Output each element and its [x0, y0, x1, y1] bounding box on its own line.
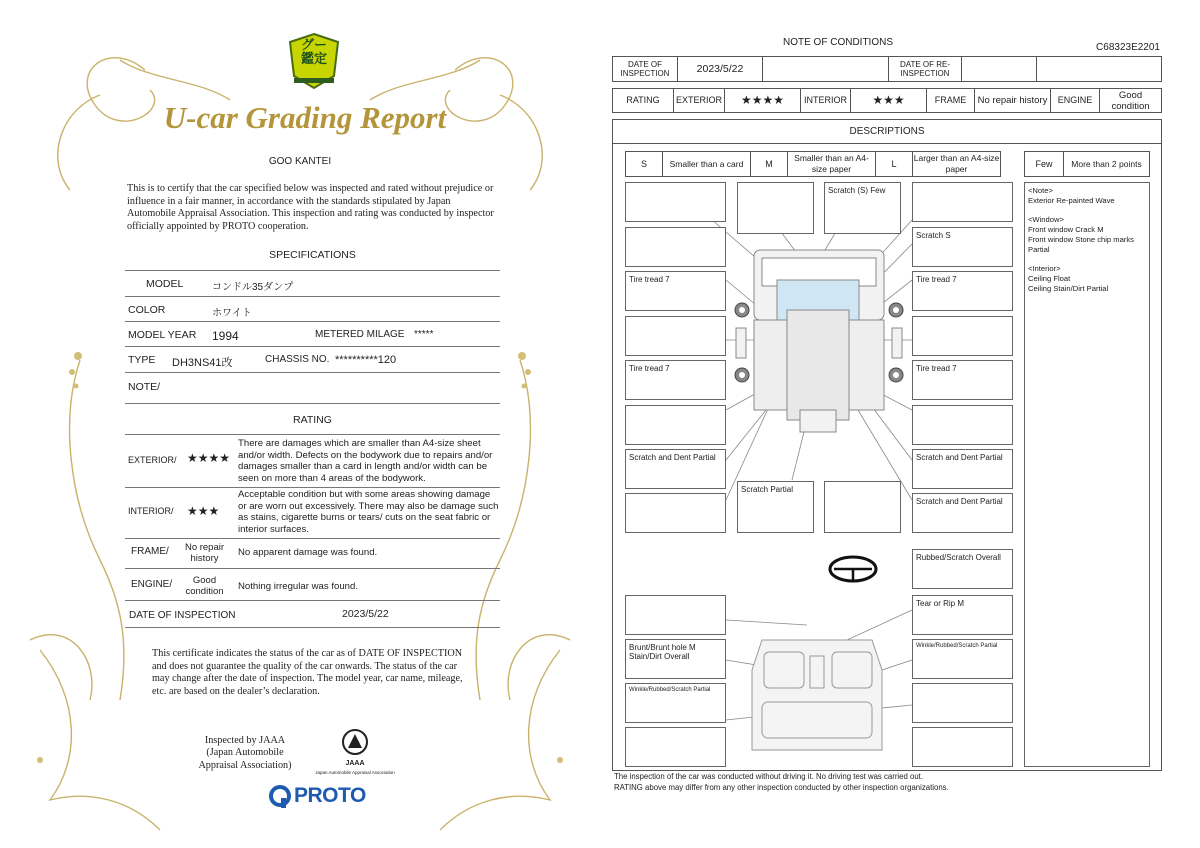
- panel-front-left: [625, 182, 726, 222]
- legend-few-desc: More than 2 points: [1063, 151, 1150, 177]
- model-value: コンドル35ダンプ: [212, 282, 294, 293]
- panel-left-3: Tire tread 7: [625, 271, 726, 311]
- type-value: DH3NS41改: [172, 357, 233, 369]
- panel-interior-right-4: [912, 727, 1013, 767]
- color-label: COLOR: [128, 304, 166, 316]
- frame-value: No repair history: [184, 542, 225, 564]
- panel-right-5: Tire tread 7: [912, 360, 1013, 400]
- chassis-label: CHASSIS NO.: [265, 354, 330, 365]
- date-of-inspection-label: DATE OF INSPECTION: [612, 56, 678, 82]
- panel-rear-center-left: Scratch Partial: [737, 481, 814, 533]
- exterior-label: EXTERIOR: [673, 88, 725, 113]
- year-label: MODEL YEAR: [128, 329, 197, 341]
- exterior-desc: There are damages which are smaller than A4-size sheet and/or width. Defects on the bodywork due to repairs and/or damages smaller than a card in length and/or width can be seen on more than 4 areas of the bodywork.: [238, 438, 493, 484]
- date-label: DATE OF INSPECTION: [129, 610, 236, 621]
- panel-right-7: Scratch and Dent Partial: [912, 449, 1013, 489]
- engine-label: ENGINE: [1050, 88, 1100, 113]
- proto-logo: PROTO: [294, 784, 366, 807]
- panel-interior-left-3: Winkle/Rubbed/Scratch Partial: [625, 683, 726, 723]
- conditions-title: NOTE OF CONDITIONS: [783, 37, 893, 48]
- panel-rear-center: [824, 481, 901, 533]
- panel-left-7: Scratch and Dent Partial: [625, 449, 726, 489]
- panel-left-6: [625, 405, 726, 445]
- legend-l-desc: Larger than an A4-size paper: [912, 151, 1001, 177]
- panel-interior-left-2: Brunt/Brunt hole M Stain/Dirt Overall: [625, 639, 726, 679]
- panel-interior-left-1: [625, 595, 726, 635]
- chassis-value: **********120: [335, 354, 397, 366]
- jaaa-caption: Japan Automobile Appraisal Association: [315, 770, 395, 775]
- engine-desc: Nothing irregular was found.: [238, 581, 358, 592]
- exterior-stars: ★★★★: [187, 451, 231, 465]
- interior-desc: Acceptable condition but with some areas showing damage or are worn out excessively. There may also be damage such as stains, cigarette burns or tears/ cuts on the seat fabric or interior surfaces.: [238, 489, 499, 535]
- certificate-subtitle: GOO KANTEI: [268, 156, 332, 167]
- reinspection-value: [961, 56, 1037, 82]
- date-of-inspection-value: 2023/5/22: [677, 56, 763, 82]
- interior-stars: ★★★: [850, 88, 927, 113]
- date-value: 2023/5/22: [342, 608, 389, 620]
- panel-left-4: [625, 316, 726, 356]
- interior-label: INTERIOR: [800, 88, 851, 113]
- color-value: ホワイト: [212, 308, 252, 319]
- milage-value: *****: [414, 329, 434, 340]
- panel-left-8: [625, 493, 726, 533]
- engine-value: Good condition: [1099, 88, 1162, 113]
- type-label: TYPE: [128, 354, 156, 366]
- blank-cell: [762, 56, 889, 82]
- interior-label: INTERIOR/: [128, 506, 174, 516]
- conditions-code: C68323E2201: [1096, 42, 1160, 53]
- panel-interior-right-2: Winkle/Rubbed/Scratch Partial: [912, 639, 1013, 679]
- panel-right-3: Tire tread 7: [912, 271, 1013, 311]
- notes-panel: <Note> Exterior Re-painted Wave <Window> Front window Crack M Front window Stone chip marks Partial <Interior> Ceiling Float Ceiling Stain/Dirt Partial: [1024, 182, 1150, 767]
- panel-right-8: Scratch and Dent Partial: [912, 493, 1013, 533]
- exterior-label: EXTERIOR/: [128, 455, 177, 465]
- certificate-title: U-car Grading Report: [163, 100, 447, 135]
- panel-front-right: [912, 182, 1013, 222]
- milage-label: METERED MILAGE: [315, 329, 405, 340]
- legend-s: S: [625, 151, 663, 177]
- frame-label: FRAME: [926, 88, 975, 113]
- jaaa-emblem-icon: [340, 728, 370, 758]
- panel-right-6: [912, 405, 1013, 445]
- panel-left-5: Tire tread 7: [625, 360, 726, 400]
- panel-right-2: Scratch S: [912, 227, 1013, 267]
- panel-front-center: Scratch (S) Few: [824, 182, 901, 234]
- engine-value: Good condition: [185, 575, 224, 597]
- reinspection-label: DATE OF RE-INSPECTION: [888, 56, 962, 82]
- blank-cell: [1036, 56, 1162, 82]
- rating-label: RATING: [612, 88, 674, 113]
- panel-right-4: [912, 316, 1013, 356]
- rating-heading: RATING: [293, 414, 332, 426]
- conditions-footer-2: RATING above may differ from any other inspection conducted by other inspection organizations.: [614, 783, 949, 792]
- legend-m-desc: Smaller than an A4-size paper: [787, 151, 876, 177]
- panel-interior-right-1: Tear or Rip M: [912, 595, 1013, 635]
- frame-value: No repair history: [974, 88, 1051, 113]
- year-value: 1994: [212, 329, 239, 343]
- specs-heading: SPECIFICATIONS: [269, 249, 356, 261]
- proto-logo-icon: [268, 784, 294, 810]
- certificate-intro: This is to certify that the car specified below was inspected and rated without prejudice or influence in a fair manner, in accordance with the standards stipulated by Japan Automobile Appraisal Association. This inspection and rating was conducted by inspector officially appointed by PROTO cooperation.: [127, 183, 494, 232]
- legend-l: L: [875, 151, 913, 177]
- panel-front-center-left: [737, 182, 814, 234]
- certificate-footer: This certificate indicates the status of the car as of DATE OF INSPECTION and does not guarantee the quality of the car onwards. The status of the car may change after the date of inspection. The model year, car name, mileage, etc. are based on the dealer’s declaration.: [152, 648, 463, 697]
- frame-label: FRAME/: [131, 546, 169, 557]
- note-label: NOTE/: [128, 381, 161, 393]
- conditions-footer-1: The inspection of the car was conducted without driving it. No driving test was carried out.: [614, 772, 923, 781]
- goo-logo-text: グー 鑑定: [300, 37, 327, 66]
- legend-m: M: [750, 151, 788, 177]
- goo-logo: [288, 32, 340, 90]
- panel-steering: Rubbed/Scratch Overall: [912, 549, 1013, 589]
- exterior-stars: ★★★★: [724, 88, 801, 113]
- jaaa-label: JAAA: [345, 760, 365, 767]
- model-label: MODEL: [146, 278, 184, 290]
- inspected-by: Inspected by JAAA (Japan Automobile Appraisal Association): [198, 735, 292, 771]
- panel-interior-right-3: [912, 683, 1013, 723]
- frame-desc: No apparent damage was found.: [238, 547, 378, 558]
- legend-few: Few: [1024, 151, 1064, 177]
- engine-label: ENGINE/: [131, 579, 173, 590]
- interior-stars: ★★★: [187, 504, 220, 518]
- legend-s-desc: Smaller than a card: [662, 151, 751, 177]
- panel-interior-left-4: [625, 727, 726, 767]
- panel-left-2: [625, 227, 726, 267]
- descriptions-heading: DESCRIPTIONS: [612, 119, 1162, 144]
